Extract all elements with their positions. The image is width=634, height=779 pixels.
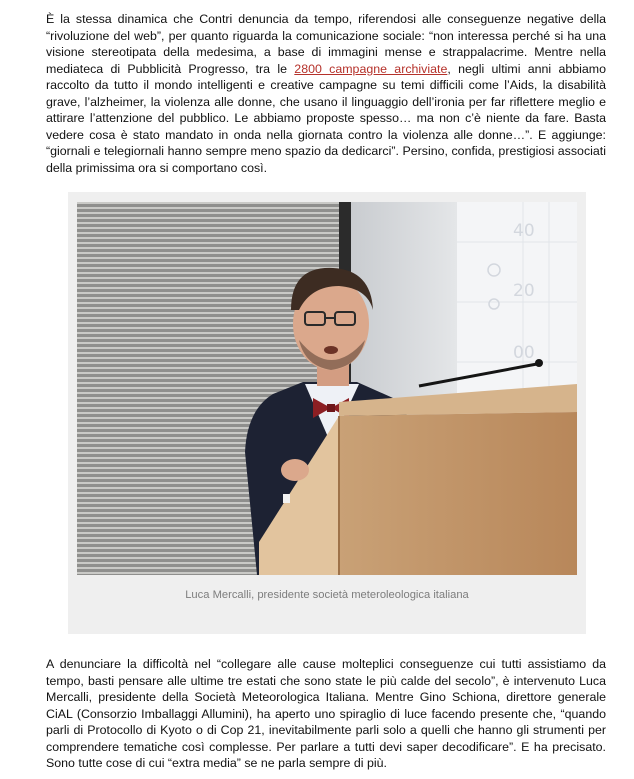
paragraph-1-text-b: , negli ultimi anni abbiamo raccolto da tutto il mondo intelligenti e creative campagne su temi difficili come l’Aids, la disabilità grave, l’alzheimer, la violenza alle donne, che usano il linguaggio dell’ironia per far riflettere meglio e attirare l’attenzione del pubblico. Le abbiamo proposte spesso… ma non c’è niente da fare. Basta vedere cosa è stato mandato in onda nella giornata contro la violenza alle donne…”. E aggiunge: “giornali e telegiornali hanno sempre meno spazio da dedicarci”. Persino, confida, prestigiosi associati della primissima ora si comportano così.: [46, 61, 606, 175]
slide-number-middle: 20: [513, 281, 535, 301]
slide-number-bottom: 00: [513, 343, 535, 363]
article-paragraph-2: A denunciare la difficoltà nel “collegare alle cause molteplici conseguenze cui tutti assistiamo da tempo, basti pensare alle ultime tre estati che sono state le più calde del secolo”, è intervenuto Luca Mercalli, presidente della Società Meteorologica Italiana. Mentre Gino Schiona, direttore generale CiAL (Consorzio Imballaggi Allumini), ha aperto uno spiraglio di luce facendo presente che, “quando parli di Protocollo di Kyoto o di Cop 21, inevitabilmente parli solo a quelli che hanno gli strumenti per comprendere tematiche così complesse. Per parlare a tutti devi saper decodificare”. E ha precisato. Sono tutte cose di cui “extra media” se ne parla sempre di più.: [46, 657, 606, 770]
article-figure: [68, 192, 586, 634]
campaigns-archive-link[interactable]: 2800 campagne archiviate: [294, 61, 448, 76]
article-paragraph-1: [46, 11, 606, 176]
paragraph-1-text-a: È la stessa dinamica che Contri denuncia da tempo, riferendosi alle conseguenze negative della “rivoluzione del web”, per quanto riguarda la comunicazione sociale: “non interessa perché si ha una visione stereotipata della medesima, a base di immagini mense e strappalacrime. Mentre nella mediateca di Pubblicità Progresso, tra le: [46, 12, 606, 76]
photo-caption: Luca Mercalli, presidente società meteroleologica italiana: [185, 589, 469, 601]
speaker-photo: [77, 202, 577, 575]
slide-number-top: 40: [513, 221, 535, 241]
